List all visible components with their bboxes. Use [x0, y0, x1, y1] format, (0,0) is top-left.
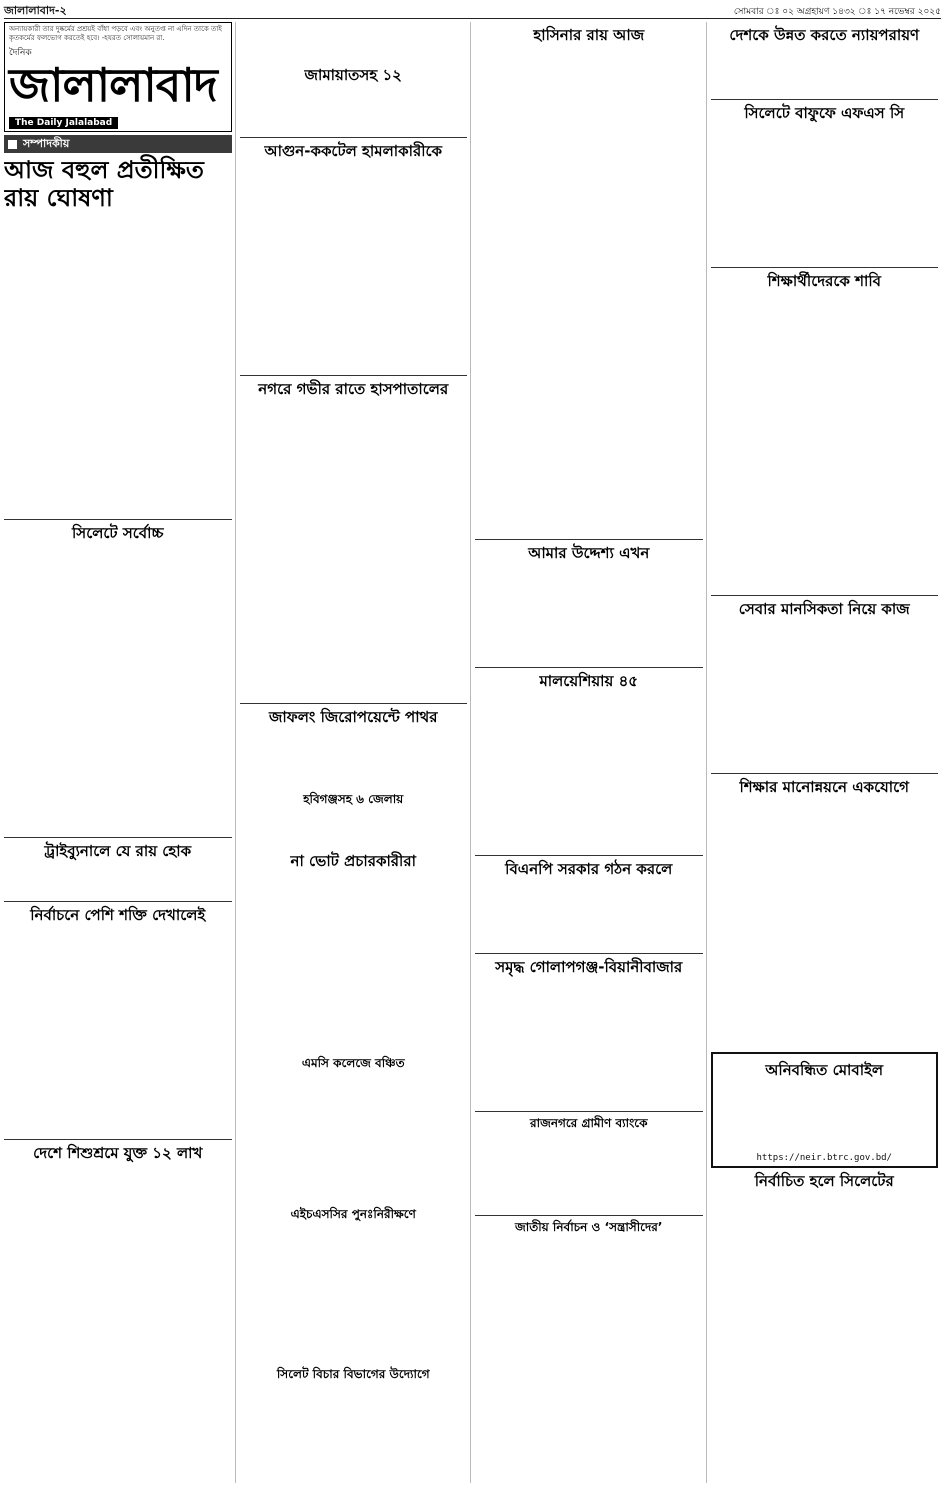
article-body — [711, 292, 939, 592]
headline: জামায়াতসহ ১২ — [304, 66, 402, 84]
article-body — [711, 46, 939, 96]
headline: না ভোট প্রচারকারীরা — [290, 852, 416, 871]
article-body — [4, 216, 232, 516]
headline: হাসিনার রায় আজ — [533, 26, 645, 44]
divider — [711, 773, 939, 774]
headline: দেশকে উন্নত করতে ন্যায়পরায়ণ — [729, 26, 920, 44]
divider — [475, 1215, 703, 1216]
square-icon — [8, 140, 17, 149]
headline: সিলেট বিচার বিভাগের উদ্যোগে — [276, 1367, 430, 1382]
article-body — [711, 798, 939, 1048]
article-body — [475, 692, 703, 852]
headline: জাতীয় নির্বাচন ও ‘সন্ত্রাসীদের’ — [515, 1220, 663, 1235]
advertisement-box — [711, 1052, 939, 1168]
divider — [240, 137, 468, 138]
headline: শিক্ষার মানোন্নয়নে একযোগে — [739, 778, 910, 796]
divider — [475, 1111, 703, 1112]
divider — [475, 667, 703, 668]
article-body — [4, 926, 232, 1136]
headline: রাজনগরে গ্রামীণ ব্যাংকে — [530, 1116, 648, 1130]
masthead-english: The Daily Jalalabad — [9, 117, 118, 129]
article-body — [475, 1237, 703, 1437]
article-body — [240, 1223, 468, 1363]
masthead-title: জালালাবাদ — [9, 58, 217, 112]
article-body — [475, 564, 703, 664]
divider — [475, 539, 703, 540]
headline: সমৃদ্ধ গোলাপগঞ্জ-বিয়ানীবাজার — [495, 958, 683, 976]
ad-url[interactable]: https://neir.btrc.gov.bd/ — [756, 1153, 892, 1163]
masthead — [4, 22, 232, 132]
editorial-banner — [4, 135, 232, 153]
article-body — [240, 400, 468, 700]
article-body — [240, 1384, 468, 1464]
headline: দেশে শিশুশ্রমে যুক্ত ১২ লাখ — [33, 1144, 203, 1162]
article-body — [716, 1081, 934, 1151]
article-body — [240, 872, 468, 1052]
column-3 — [475, 22, 707, 1483]
article-body — [4, 544, 232, 834]
article-body — [240, 22, 468, 62]
divider — [711, 99, 939, 100]
headline: হবিগঞ্জসহ ৬ জেলায় — [303, 792, 404, 806]
divider — [4, 1139, 232, 1140]
editorial-label: সম্পাদকীয় — [23, 136, 70, 150]
column-4 — [711, 22, 942, 1483]
divider — [240, 375, 468, 376]
article-body — [240, 808, 468, 848]
divider — [4, 901, 232, 902]
divider — [475, 953, 703, 954]
page-header — [4, 4, 941, 19]
headline: ট্রাইব্যুনালে যে রায় হোক — [44, 842, 192, 860]
article-body — [711, 1192, 939, 1412]
article-body — [711, 124, 939, 264]
article-body — [240, 162, 468, 372]
masthead-quote: অন্যায়কারী তার দুষ্কর্মের প্রশ্রয়ই বাঁধা পড়বে এবং অনুতপ্ত না এদিন তাকে তাই কৃতকর্মের ফলভোগ করতেই হবে। -হযরত সোলায়মান রা. — [9, 25, 222, 42]
article-body — [475, 880, 703, 950]
column-2 — [240, 22, 472, 1483]
column-1 — [4, 22, 236, 1483]
page-label: জালালাবাদ-২ — [4, 3, 67, 17]
issue-date: সোমবার ঃ ০২ অগ্রহায়ণ ১৪৩২ ঃ ১৭ নভেম্বর ২০২৫ — [733, 6, 941, 17]
divider — [4, 519, 232, 520]
headline: মালয়েশিয়ায় ৪৫ — [539, 672, 639, 690]
headline: এমসি কলেজে বঞ্চিত — [301, 1056, 405, 1071]
headline: আমার উদ্দেশ্য এখন — [528, 544, 650, 562]
headline: শিক্ষার্থীদেরকে শাবি — [767, 272, 881, 290]
headline: অনিবন্ধিত মোবাইল — [765, 1061, 884, 1079]
headline: সিলেটে বাফুফে এফএস সি — [744, 104, 905, 122]
divider — [240, 703, 468, 704]
divider — [711, 595, 939, 596]
divider — [475, 855, 703, 856]
headline: জাফলং জিরোপয়েন্টে পাথর — [268, 708, 438, 726]
headline: সিলেটে সর্বোচ্চ — [72, 524, 164, 542]
headline: নির্বাচনে পেশি শক্তি দেখালেই — [30, 906, 206, 924]
article-body — [240, 86, 468, 134]
article-body — [4, 1164, 232, 1483]
divider — [4, 837, 232, 838]
headline: বিএনপি সরকার গঠন করলে — [505, 860, 673, 878]
article-body — [475, 978, 703, 1108]
article-body — [4, 862, 232, 898]
divider — [711, 267, 939, 268]
article-body — [475, 46, 703, 536]
masthead-daily: দৈনিক — [9, 48, 32, 58]
headline: নগরে গভীর রাতে হাসপাতালের — [258, 380, 449, 398]
headline: নির্বাচিত হলে সিলেটের — [754, 1172, 894, 1190]
headline: সেবার মানসিকতা নিয়ে কাজ — [738, 600, 910, 618]
article-body — [240, 1073, 468, 1203]
article-body — [711, 620, 939, 770]
headline: আগুন-ককটেল হামলাকারীকে — [264, 142, 443, 160]
article-body — [475, 1132, 703, 1212]
editorial-headline: আজ বহুল প্রতীক্ষিত রায় ঘোষণা — [4, 156, 204, 212]
article-body — [240, 728, 468, 788]
headline: এইচএসসির পুনঃনিরীক্ষণে — [290, 1206, 416, 1221]
